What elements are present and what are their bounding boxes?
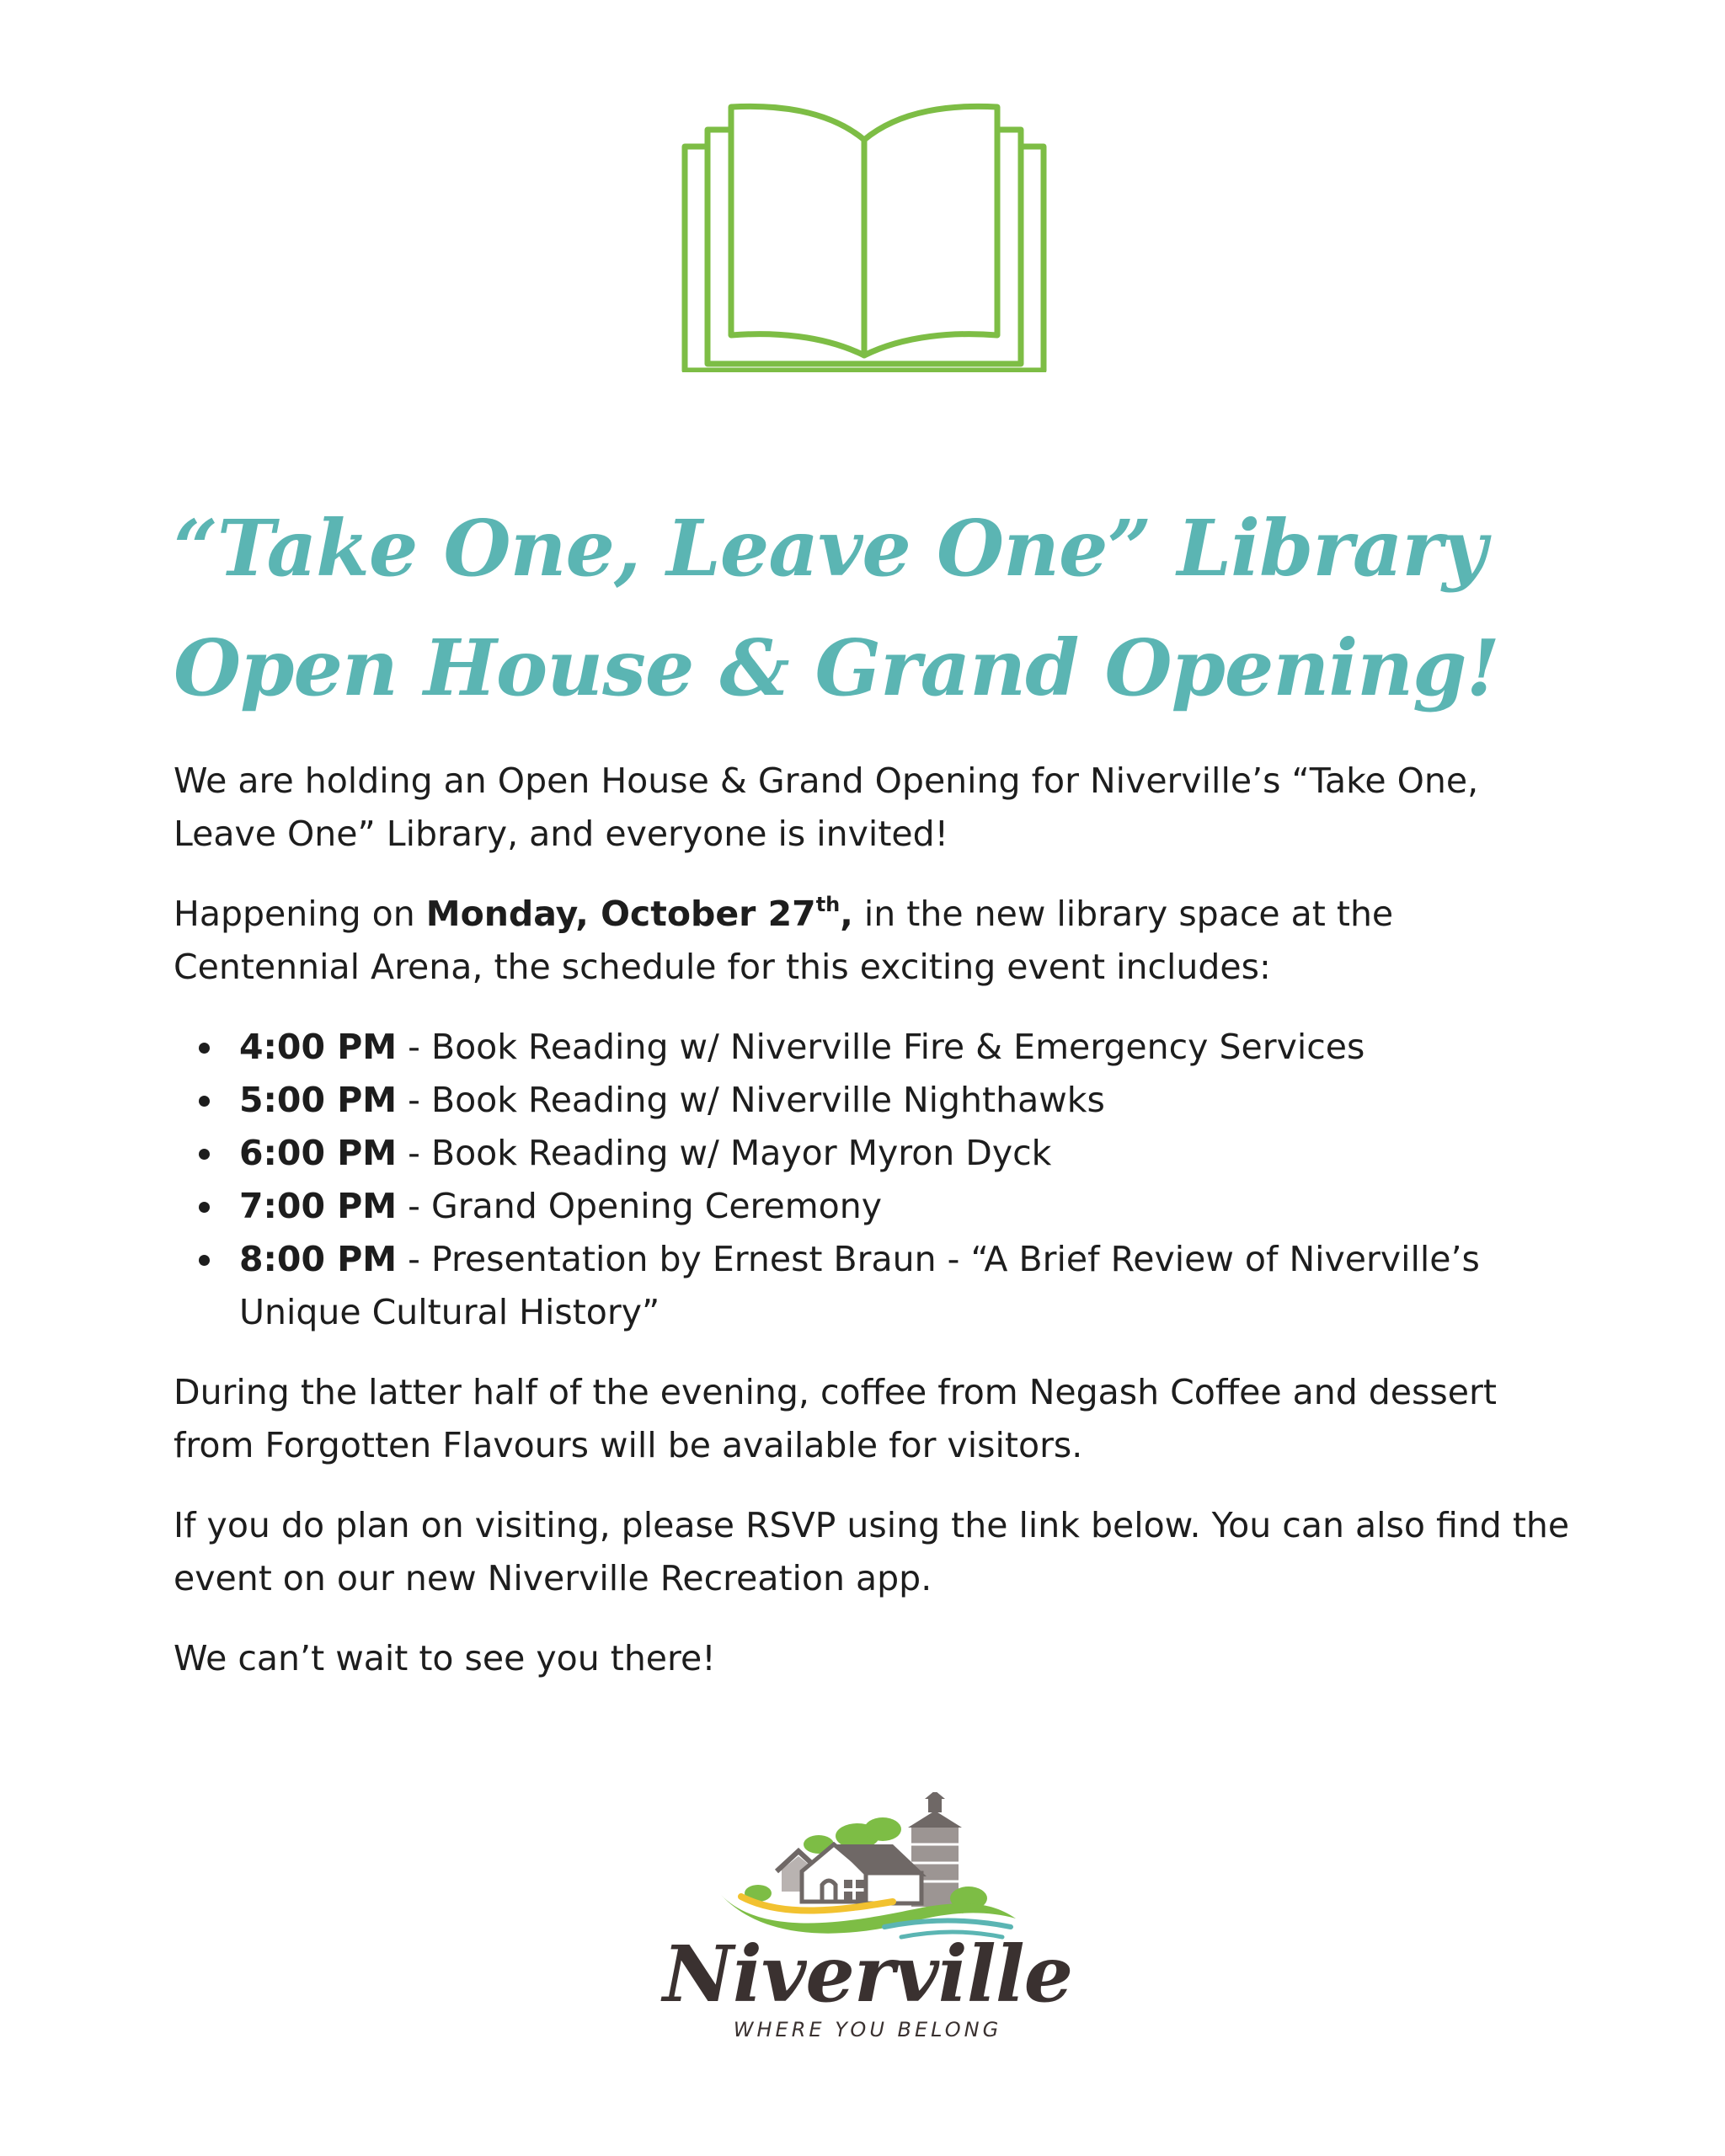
- schedule-desc: - Presentation by Ernest Braun - “A Brief Review of Niverville’s Unique Cultural History”: [239, 1239, 1480, 1332]
- intro-paragraph: We are holding an Open House & Grand Opening for Niverville’s “Take One, Leave One” Library, and everyone is invited!: [174, 760, 1479, 854]
- title-line-1: “Take One, Leave One” Library: [174, 503, 1487, 594]
- schedule-item: [239, 1233, 1572, 1339]
- logo-tagline: WHERE YOU BELONG: [733, 2018, 1002, 2041]
- happening-rest: in the new library space at the Centennial Arena, the schedule for this exciting event includes:: [174, 894, 1394, 987]
- schedule-time: 4:00 PM: [239, 1027, 398, 1067]
- schedule-item: [239, 1180, 1572, 1233]
- schedule-item: [239, 1074, 1572, 1127]
- schedule-desc: - Book Reading w/ Mayor Myron Dyck: [397, 1133, 1052, 1173]
- open-book-icon: [681, 103, 1048, 372]
- closing-paragraph: We can’t wait to see you there!: [174, 1638, 716, 1678]
- schedule-list: [174, 1021, 1572, 1339]
- niverville-logo: [649, 1792, 1087, 2045]
- body-content: [174, 755, 1572, 1712]
- happening-paragraph: [174, 888, 1572, 994]
- title-line-2: Open House & Grand Opening!: [174, 622, 1499, 713]
- schedule-time: 5:00 PM: [239, 1080, 398, 1120]
- schedule-item: [239, 1021, 1572, 1074]
- event-date-suffix: th: [815, 893, 841, 916]
- page-title: [174, 488, 1605, 728]
- happening-prefix: Happening on: [174, 894, 426, 934]
- refreshments-paragraph: During the latter half of the evening, coffee from Negash Coffee and dessert from Forgotten Flavours will be available for visitors.: [174, 1372, 1497, 1465]
- schedule-time: 7:00 PM: [239, 1186, 398, 1226]
- farm-scene-icon: [716, 1792, 1019, 1942]
- schedule-desc: - Book Reading w/ Niverville Nighthawks: [397, 1080, 1105, 1120]
- schedule-time: 6:00 PM: [239, 1133, 398, 1173]
- schedule-desc: - Grand Opening Ceremony: [397, 1186, 883, 1226]
- rsvp-paragraph: If you do plan on visiting, please RSVP using the link below. You can also find the event on our new Niverville Recreation app.: [174, 1505, 1570, 1598]
- event-date-text: Monday, October 27: [425, 894, 816, 934]
- schedule-time: 8:00 PM: [239, 1239, 398, 1279]
- event-date: [426, 894, 853, 934]
- schedule-item: [239, 1127, 1572, 1180]
- logo-wordmark: Niverville: [662, 1929, 1073, 2020]
- event-date-comma: ,: [840, 894, 853, 934]
- schedule-desc: - Book Reading w/ Niverville Fire & Emergency Services: [397, 1027, 1365, 1067]
